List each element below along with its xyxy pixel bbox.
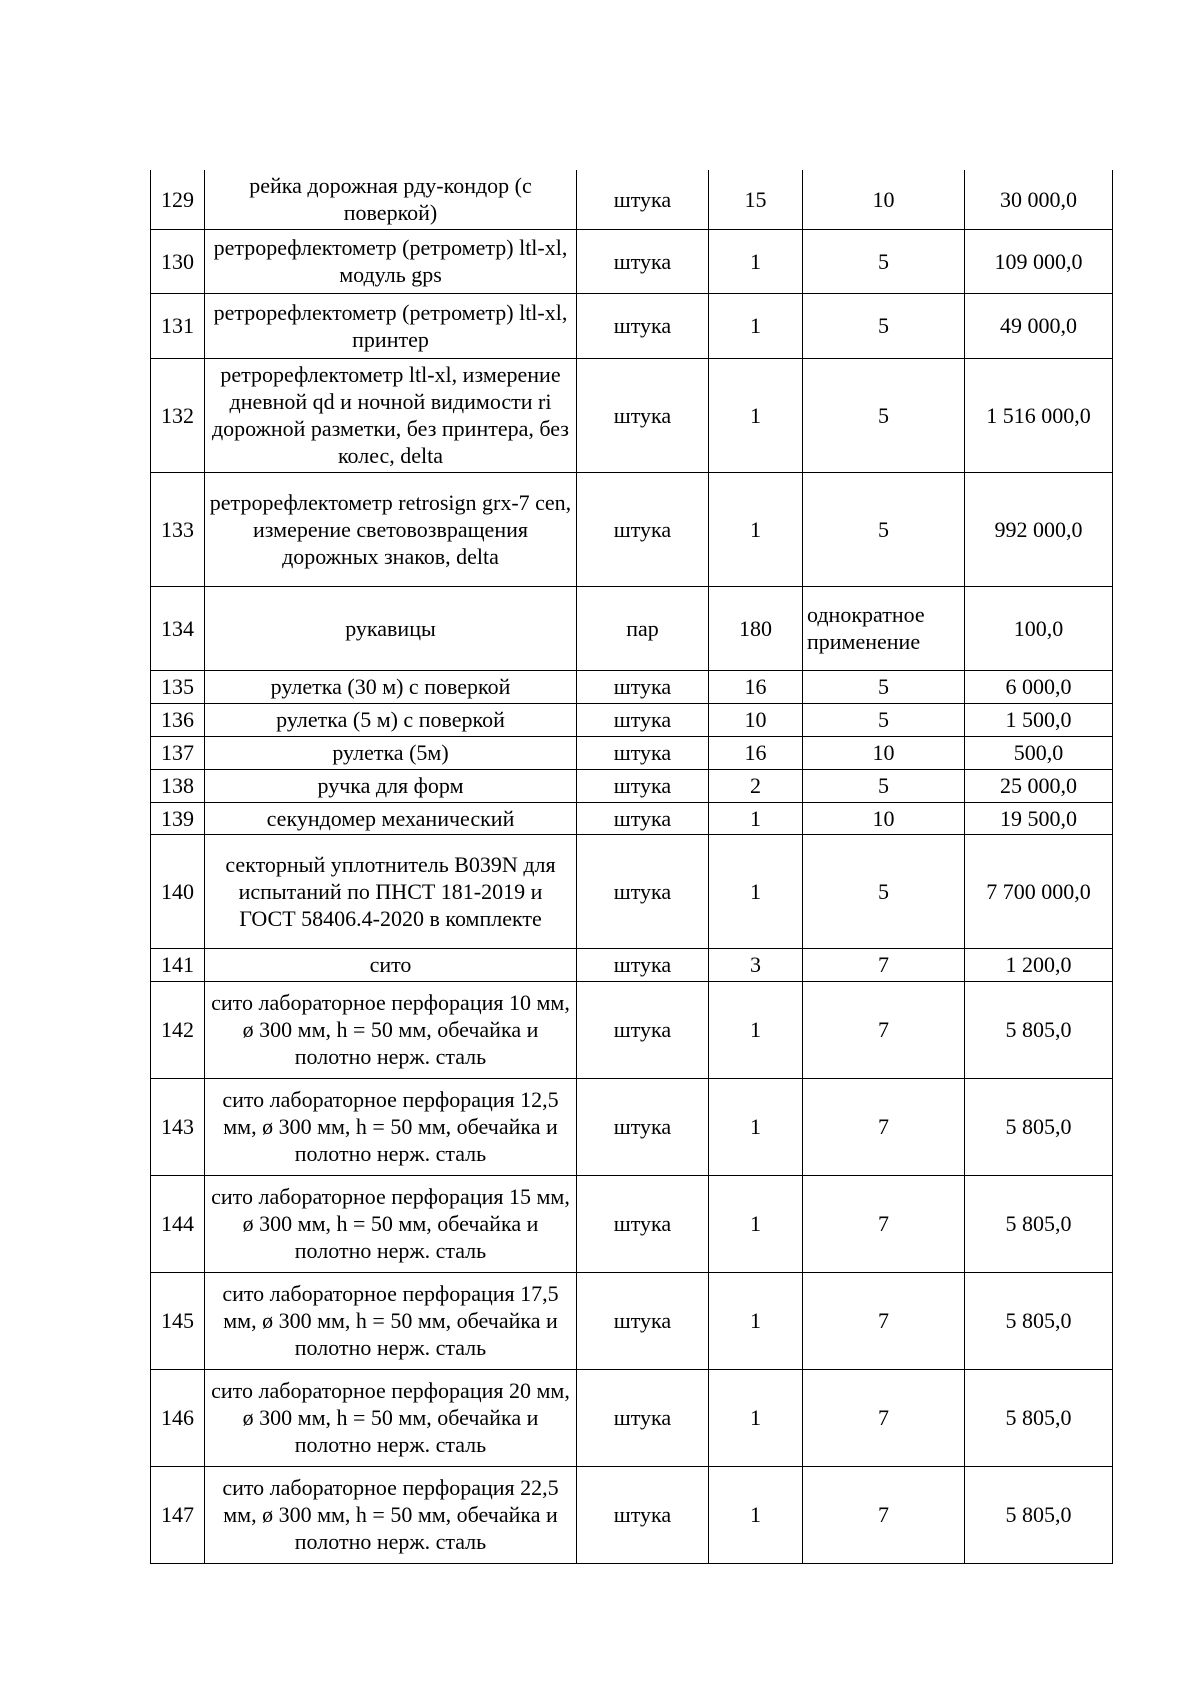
table-row: [151, 736, 1113, 769]
item-name: сито лабораторное перфорация 12,5 мм, ø 300 мм, h = 50 мм, обечайка и полотно нерж. сталь: [205, 1078, 577, 1175]
row-number: 137: [151, 736, 205, 769]
item-name: рулетка (30 м) с поверкой: [205, 670, 577, 703]
item-name: рейка дорожная рду-кондор (с поверкой): [205, 170, 577, 229]
item-price: 5 805,0: [965, 1078, 1113, 1175]
item-unit: штука: [577, 703, 709, 736]
item-name: секундомер механический: [205, 802, 577, 834]
item-name: ретрорефлектометр (ретрометр) ltl-xl, принтер: [205, 293, 577, 358]
item-price: 100,0: [965, 586, 1113, 670]
item-service-life: 5: [803, 769, 965, 802]
item-price: 25 000,0: [965, 769, 1113, 802]
table-row: [151, 586, 1113, 670]
row-number: 131: [151, 293, 205, 358]
item-quantity: 16: [709, 736, 803, 769]
item-quantity: 1: [709, 1272, 803, 1369]
table-row: [151, 229, 1113, 293]
item-name: ретрорефлектометр retrosign grx-7 cen, измерение световозвращения дорожных знаков, delta: [205, 472, 577, 586]
row-number: 133: [151, 472, 205, 586]
item-name: сито лабораторное перфорация 10 мм, ø 300 мм, h = 50 мм, обечайка и полотно нерж. сталь: [205, 981, 577, 1078]
item-quantity: 1: [709, 802, 803, 834]
row-number: 147: [151, 1466, 205, 1563]
row-number: 132: [151, 358, 205, 472]
table-row: [151, 472, 1113, 586]
item-quantity: 1: [709, 1175, 803, 1272]
table-row: [151, 293, 1113, 358]
item-service-life: 5: [803, 293, 965, 358]
item-price: 500,0: [965, 736, 1113, 769]
item-service-life: 5: [803, 834, 965, 948]
item-service-life: 7: [803, 1078, 965, 1175]
item-unit: штука: [577, 948, 709, 981]
item-unit: штука: [577, 1078, 709, 1175]
item-name: ручка для форм: [205, 769, 577, 802]
item-quantity: 1: [709, 834, 803, 948]
item-price: 1 200,0: [965, 948, 1113, 981]
item-service-life: 10: [803, 802, 965, 834]
row-number: 139: [151, 802, 205, 834]
row-number: 138: [151, 769, 205, 802]
item-unit: штука: [577, 229, 709, 293]
item-quantity: 1: [709, 1369, 803, 1466]
item-unit: штука: [577, 1466, 709, 1563]
table-row: [151, 670, 1113, 703]
item-service-life: 10: [803, 170, 965, 229]
item-service-life: 5: [803, 229, 965, 293]
row-number: 142: [151, 981, 205, 1078]
item-service-life: 5: [803, 703, 965, 736]
row-number: 144: [151, 1175, 205, 1272]
row-number: 134: [151, 586, 205, 670]
item-price: 992 000,0: [965, 472, 1113, 586]
item-unit: штука: [577, 834, 709, 948]
item-quantity: 1: [709, 981, 803, 1078]
item-quantity: 1: [709, 229, 803, 293]
item-price: 5 805,0: [965, 1272, 1113, 1369]
row-number: 143: [151, 1078, 205, 1175]
table-row: [151, 802, 1113, 834]
item-price: 5 805,0: [965, 981, 1113, 1078]
item-name: ретрорефлектометр (ретрометр) ltl-xl, модуль gps: [205, 229, 577, 293]
item-unit: штука: [577, 736, 709, 769]
item-quantity: 1: [709, 358, 803, 472]
item-service-life: 5: [803, 670, 965, 703]
item-price: 6 000,0: [965, 670, 1113, 703]
item-unit: штука: [577, 472, 709, 586]
table-row: [151, 1466, 1113, 1563]
item-name: сито лабораторное перфорация 20 мм, ø 300 мм, h = 50 мм, обечайка и полотно нерж. сталь: [205, 1369, 577, 1466]
item-price: 1 500,0: [965, 703, 1113, 736]
item-name: ретрорефлектометр ltl-xl, измерение дневной qd и ночной видимости ri дорожной разметки, без принтера, без колес, delta: [205, 358, 577, 472]
item-unit: штука: [577, 1175, 709, 1272]
row-number: 146: [151, 1369, 205, 1466]
table-row: [151, 703, 1113, 736]
table-row: [151, 981, 1113, 1078]
table-row: [151, 1078, 1113, 1175]
item-price: 5 805,0: [965, 1369, 1113, 1466]
item-quantity: 1: [709, 293, 803, 358]
item-unit: штука: [577, 1369, 709, 1466]
item-price: 5 805,0: [965, 1466, 1113, 1563]
item-quantity: 10: [709, 703, 803, 736]
item-quantity: 180: [709, 586, 803, 670]
item-price: 30 000,0: [965, 170, 1113, 229]
item-unit: пар: [577, 586, 709, 670]
item-price: 7 700 000,0: [965, 834, 1113, 948]
item-name: сито лабораторное перфорация 22,5 мм, ø 300 мм, h = 50 мм, обечайка и полотно нерж. сталь: [205, 1466, 577, 1563]
item-quantity: 1: [709, 1078, 803, 1175]
item-name: рулетка (5м): [205, 736, 577, 769]
item-price: 1 516 000,0: [965, 358, 1113, 472]
row-number: 141: [151, 948, 205, 981]
item-service-life: 7: [803, 1175, 965, 1272]
item-service-life: 10: [803, 736, 965, 769]
item-unit: штука: [577, 293, 709, 358]
table-row: [151, 358, 1113, 472]
item-name: рулетка (5 м) с поверкой: [205, 703, 577, 736]
table-row: [151, 1175, 1113, 1272]
item-service-life: 7: [803, 981, 965, 1078]
item-quantity: 1: [709, 472, 803, 586]
row-number: 129: [151, 170, 205, 229]
item-price: 19 500,0: [965, 802, 1113, 834]
table-row: [151, 948, 1113, 981]
item-unit: штука: [577, 358, 709, 472]
item-service-life: 5: [803, 358, 965, 472]
equipment-table: [150, 170, 1113, 1564]
equipment-table-body: [151, 170, 1113, 1563]
item-quantity: 2: [709, 769, 803, 802]
item-quantity: 3: [709, 948, 803, 981]
item-name: сито лабораторное перфорация 17,5 мм, ø 300 мм, h = 50 мм, обечайка и полотно нерж. сталь: [205, 1272, 577, 1369]
item-name: секторный уплотнитель B039N для испытаний по ПНСТ 181-2019 и ГОСТ 58406.4-2020 в комплекте: [205, 834, 577, 948]
item-quantity: 1: [709, 1466, 803, 1563]
table-row: [151, 170, 1113, 229]
item-service-life: 7: [803, 1272, 965, 1369]
item-service-life: однократное применение: [803, 586, 965, 670]
row-number: 140: [151, 834, 205, 948]
item-price: 49 000,0: [965, 293, 1113, 358]
item-quantity: 15: [709, 170, 803, 229]
item-service-life: 7: [803, 1466, 965, 1563]
item-unit: штука: [577, 769, 709, 802]
item-name: сито лабораторное перфорация 15 мм, ø 300 мм, h = 50 мм, обечайка и полотно нерж. сталь: [205, 1175, 577, 1272]
item-price: 5 805,0: [965, 1175, 1113, 1272]
item-service-life: 7: [803, 948, 965, 981]
item-unit: штука: [577, 1272, 709, 1369]
table-row: [151, 1369, 1113, 1466]
item-service-life: 7: [803, 1369, 965, 1466]
item-unit: штука: [577, 670, 709, 703]
item-name: сито: [205, 948, 577, 981]
table-row: [151, 1272, 1113, 1369]
row-number: 130: [151, 229, 205, 293]
item-unit: штука: [577, 802, 709, 834]
row-number: 135: [151, 670, 205, 703]
row-number: 145: [151, 1272, 205, 1369]
item-quantity: 16: [709, 670, 803, 703]
row-number: 136: [151, 703, 205, 736]
table-row: [151, 769, 1113, 802]
item-price: 109 000,0: [965, 229, 1113, 293]
item-name: рукавицы: [205, 586, 577, 670]
item-unit: штука: [577, 170, 709, 229]
item-unit: штука: [577, 981, 709, 1078]
table-row: [151, 834, 1113, 948]
item-service-life: 5: [803, 472, 965, 586]
